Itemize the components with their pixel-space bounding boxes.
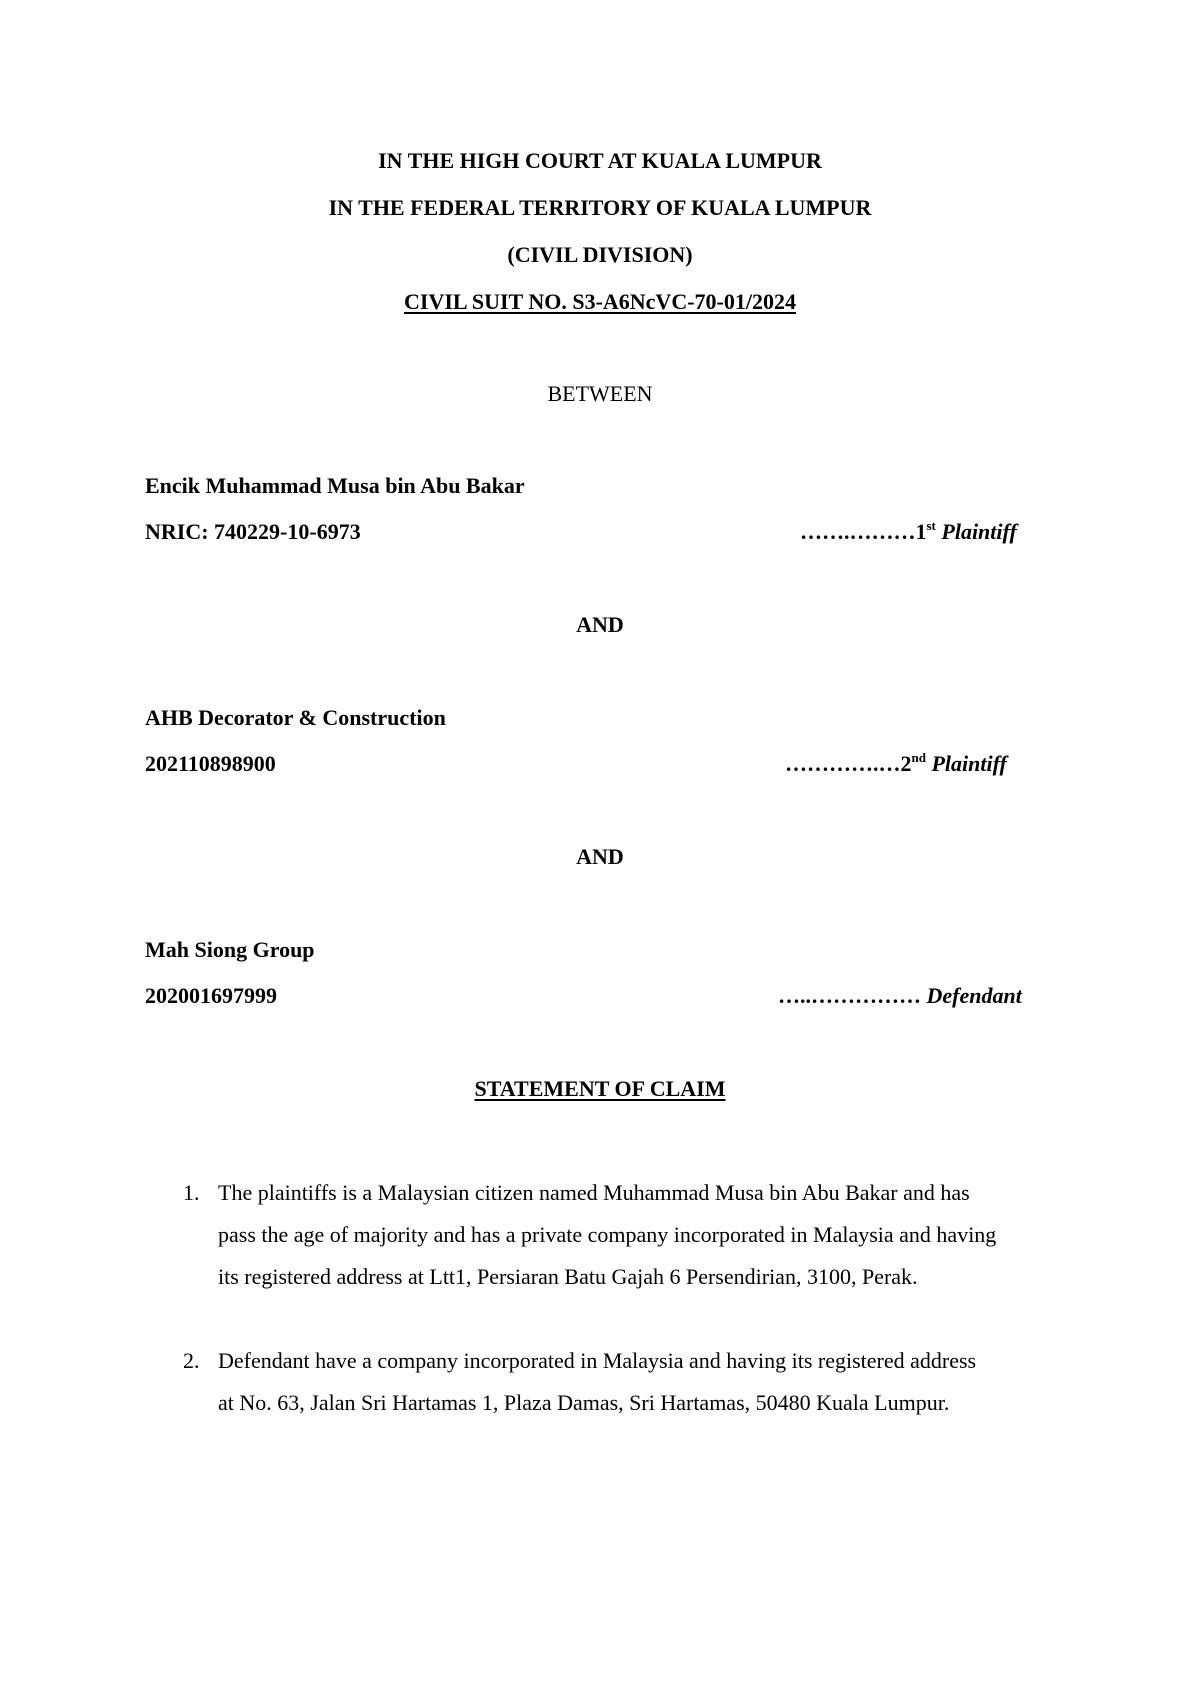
paragraph-1-number: 1. xyxy=(183,1180,200,1205)
paragraph-2-line: at No. 63, Jalan Sri Hartamas 1, Plaza Damas, Sri Hartamas, 50480 Kuala Lumpur. xyxy=(218,1390,950,1415)
and-label-1: AND xyxy=(576,612,624,637)
party-2-id: 202110898900 xyxy=(145,751,276,776)
party-1-name: Encik Muhammad Musa bin Abu Bakar xyxy=(145,473,525,498)
court-heading-line-2: IN THE FEDERAL TERRITORY OF KUALA LUMPUR xyxy=(328,195,872,220)
party-1-ordinal-suffix: st xyxy=(926,518,936,533)
paragraph-2-text xyxy=(218,1340,1200,1424)
party-3-role: Defendant xyxy=(926,983,1022,1008)
court-heading-line-1: IN THE HIGH COURT AT KUALA LUMPUR xyxy=(378,148,822,173)
party-3-id: 202001697999 xyxy=(145,983,277,1008)
paragraph-1-line: The plaintiffs is a Malaysian citizen named Muhammad Musa bin Abu Bakar and has xyxy=(218,1180,970,1205)
party-1-dots: …….………1 xyxy=(800,519,927,544)
party-2-dots: ………….…2 xyxy=(785,751,912,776)
paragraph-1-line: its registered address at Ltt1, Persiaran Batu Gajah 6 Persendirian, 3100, Perak. xyxy=(218,1264,918,1289)
party-2-role-line xyxy=(785,750,1007,776)
between-label: BETWEEN xyxy=(547,381,653,406)
party-3-name: Mah Siong Group xyxy=(145,937,315,962)
statement-of-claim-title: STATEMENT OF CLAIM xyxy=(474,1076,726,1101)
party-1-role-line xyxy=(800,518,1017,544)
civil-suit-number: CIVIL SUIT NO. S3-A6NcVC-70-01/2024 xyxy=(404,289,796,314)
party-3-role-line xyxy=(778,985,1022,1007)
party-3-dots: …..…………… xyxy=(778,983,921,1008)
party-1-id: NRIC: 740229-10-6973 xyxy=(145,519,361,544)
party-2-role: Plaintiff xyxy=(931,751,1007,776)
paragraph-2-line: Defendant have a company incorporated in Malaysia and having its registered address xyxy=(218,1348,977,1373)
court-heading-line-3: (CIVIL DIVISION) xyxy=(507,242,693,267)
and-label-2: AND xyxy=(576,844,624,869)
paragraph-2-number: 2. xyxy=(183,1348,200,1373)
party-1-role: Plaintiff xyxy=(941,519,1017,544)
party-2-ordinal-suffix: nd xyxy=(911,750,926,765)
paragraph-1-line: pass the age of majority and has a private company incorporated in Malaysia and having xyxy=(218,1222,997,1247)
paragraph-1-text xyxy=(218,1172,1200,1298)
party-2-name: AHB Decorator & Construction xyxy=(145,705,446,730)
